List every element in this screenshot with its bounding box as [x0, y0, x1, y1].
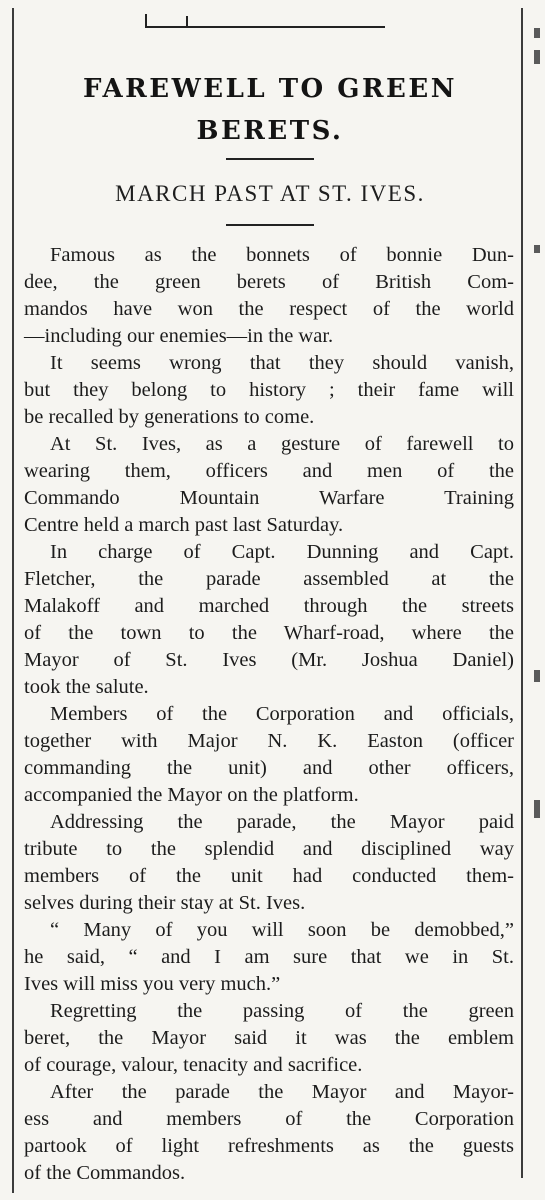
article-line: be recalled by generations to come. [24, 406, 315, 428]
article-line: together with Major N. K. Easton (officer [24, 730, 514, 752]
article-line: accompanied the Mayor on the platform. [24, 784, 359, 806]
article-line: Ives will miss you very much.” [24, 973, 281, 995]
article-line: Fletcher, the parade assembled at the [24, 568, 514, 590]
article-line: wearing them, officers and men of the [24, 460, 514, 482]
article-line: Mayor of St. Ives (Mr. Joshua Daniel) [24, 649, 514, 671]
article-line: partook of light refreshments as the guests [24, 1135, 514, 1157]
article-line: —including our enemies—in the war. [24, 325, 334, 347]
top-rule [145, 26, 385, 28]
article-line: members of the unit had conducted them- [24, 865, 514, 887]
left-column-rule [12, 8, 14, 1193]
right-column-rule [521, 8, 523, 1178]
edge-mark [534, 245, 540, 253]
article-line: Commando Mountain Warfare Training [24, 487, 514, 509]
article-line: tribute to the splendid and disciplined way [24, 838, 514, 860]
article-line: of the town to the Wharf-road, where the [24, 622, 514, 644]
article-line: of the Commandos. [24, 1162, 186, 1184]
article-line: After the parade the Mayor and Mayor- [50, 1081, 514, 1103]
edge-mark [534, 28, 540, 38]
article-line: “ Many of you will soon be demobbed,” [50, 919, 514, 941]
article-line: beret, the Mayor said it was the emblem [24, 1027, 514, 1049]
article-line: Addressing the parade, the Mayor paid [50, 811, 514, 833]
edge-mark [534, 670, 540, 682]
headline-line-1: FAREWELL TO GREEN [83, 74, 457, 104]
article-headline [30, 68, 510, 152]
article-line: took the salute. [24, 676, 149, 698]
article-line: At St. Ives, as a gesture of farewell to [50, 433, 514, 455]
article-line: Members of the Corporation and officials, [50, 703, 514, 725]
headline-line-2: BERETS. [196, 116, 344, 146]
article-line: selves during their stay at St. Ives. [24, 892, 306, 914]
article-line: It seems wrong that they should vanish, [50, 352, 514, 374]
article-subheading: MARCH PAST AT ST. IVES. [115, 181, 425, 206]
article-line: Regretting the passing of the green [50, 1000, 514, 1022]
article-line: commanding the unit) and other officers, [24, 757, 514, 779]
right-edge-marks [534, 10, 542, 1190]
article-line: Malakoff and marched through the streets [24, 595, 514, 617]
article-line: Centre held a march past last Saturday. [24, 514, 344, 536]
article-line: of courage, valour, tenacity and sacrifice. [24, 1054, 363, 1076]
edge-mark [534, 50, 540, 64]
edge-mark [534, 800, 540, 818]
article-line: he said, “ and I am sure that we in St. [24, 946, 514, 968]
top-rule-tick [186, 16, 188, 26]
article-line: dee, the green berets of British Com- [24, 271, 514, 293]
article-line: Famous as the bonnets of bonnie Dun- [50, 244, 514, 266]
article-line: but they belong to history ; their fame will [24, 379, 514, 401]
headline-divider [226, 158, 314, 160]
article-line: mandos have won the respect of the world [24, 298, 514, 320]
article-line: In charge of Capt. Dunning and Capt. [50, 541, 514, 563]
subheading-divider [226, 224, 314, 226]
article-line: ess and members of the Corporation [24, 1108, 514, 1130]
